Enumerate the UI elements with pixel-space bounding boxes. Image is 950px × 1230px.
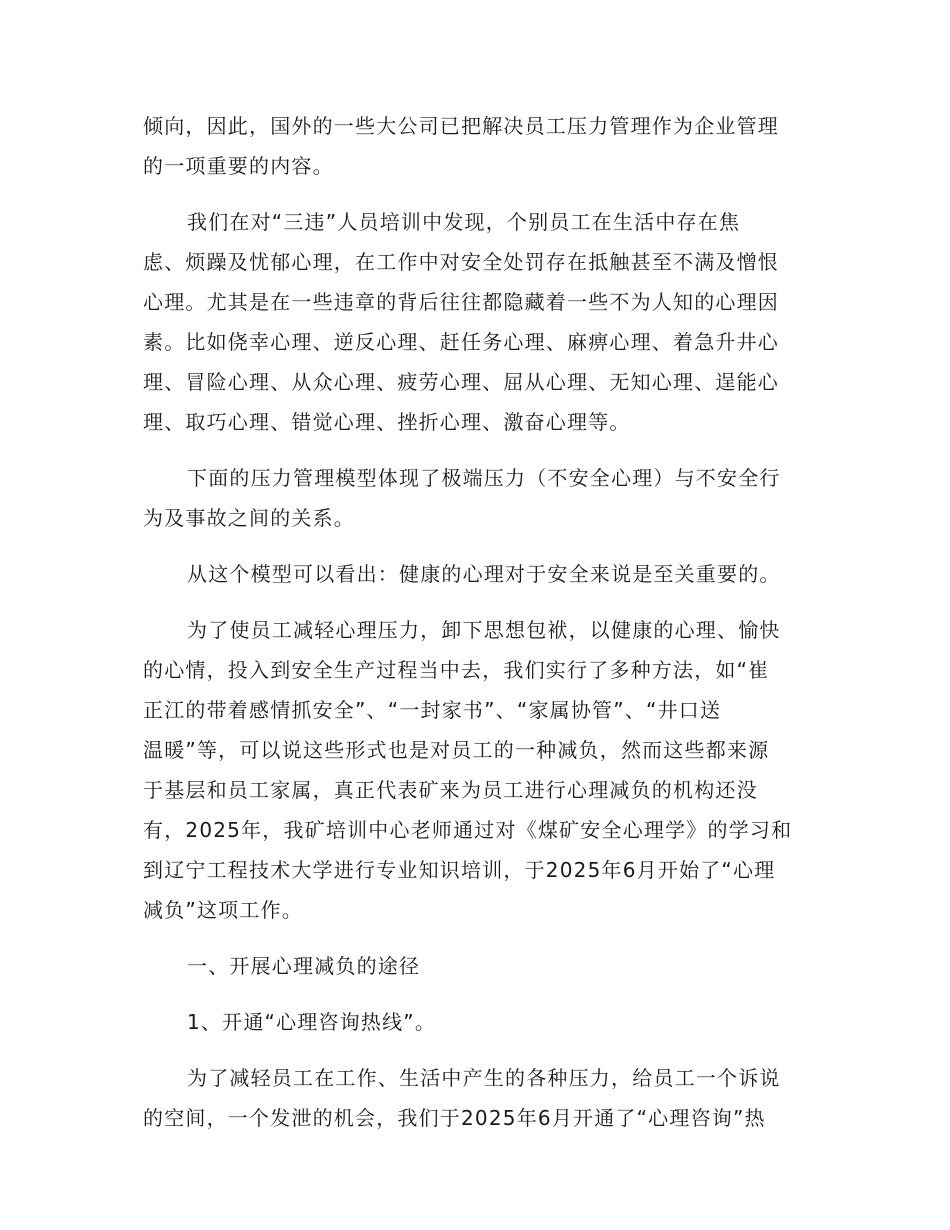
- text-line: 有，2025年，我矿培训中心老师通过对《煤矿安全心理学》的学习和: [143, 818, 793, 842]
- text-line: 温暖”等，可以说这些形式也是对员工的一种减负，然而这些都来源: [143, 738, 770, 762]
- text-line: 我们在对“三违”人员培训中发现，个别员工在生活中存在焦: [187, 210, 741, 234]
- text-line: 心理。尤其是在一些违章的背后往往都隐藏着一些不为人知的心理因: [143, 290, 779, 314]
- text-line: 于基层和员工家属，真正代表矿来为员工进行心理减负的机构还没: [143, 778, 758, 802]
- text-line: 素。比如侥幸心理、逆反心理、赶任务心理、麻痹心理、着急升井心: [143, 330, 779, 354]
- document-body: [143, 106, 803, 1138]
- section-heading: 一、开展心理减负的途径: [187, 954, 421, 978]
- text-line: 从这个模型可以看出：健康的心理对于安全来说是至关重要的。: [187, 562, 781, 586]
- text-line: 倾向，因此，国外的一些大公司已把解决员工压力管理作为企业管理: [143, 114, 779, 138]
- text-line: 理、取巧心理、错觉心理、挫折心理、激奋心理等。: [143, 410, 631, 434]
- subsection-heading: 1、开通“心理咨询热线”。: [187, 1010, 437, 1034]
- text-line: 到辽宁工程技术大学进行专业知识培训，于2025年6月开始了“心理: [143, 858, 776, 882]
- text-line: 下面的压力管理模型体现了极端压力（不安全心理）与不安全行: [187, 466, 781, 490]
- text-line: 为了减轻员工在工作、生活中产生的各种压力，给员工一个诉说: [187, 1066, 781, 1090]
- text-line: 的空间，一个发泄的机会，我们于2025年6月开通了“心理咨询”热: [143, 1106, 766, 1130]
- text-line: 的心情，投入到安全生产过程当中去，我们实行了多种方法，如“崔: [143, 658, 770, 682]
- text-line: 减负”这项工作。: [143, 898, 303, 922]
- text-line: 为了使员工减轻心理压力，卸下思想包袱，以健康的心理、愉快: [187, 618, 781, 642]
- text-line: 正江的带着感情抓安全”、“一封家书”、“家属协管”、“井口送: [143, 698, 722, 722]
- text-line: 的一项重要的内容。: [143, 154, 334, 178]
- text-line: 虑、烦躁及忧郁心理，在工作中对安全处罚存在抵触甚至不满及憎恨: [143, 250, 779, 274]
- text-line: 为及事故之间的关系。: [143, 506, 355, 530]
- text-line: 理、冒险心理、从众心理、疲劳心理、屈从心理、无知心理、逞能心: [143, 370, 779, 394]
